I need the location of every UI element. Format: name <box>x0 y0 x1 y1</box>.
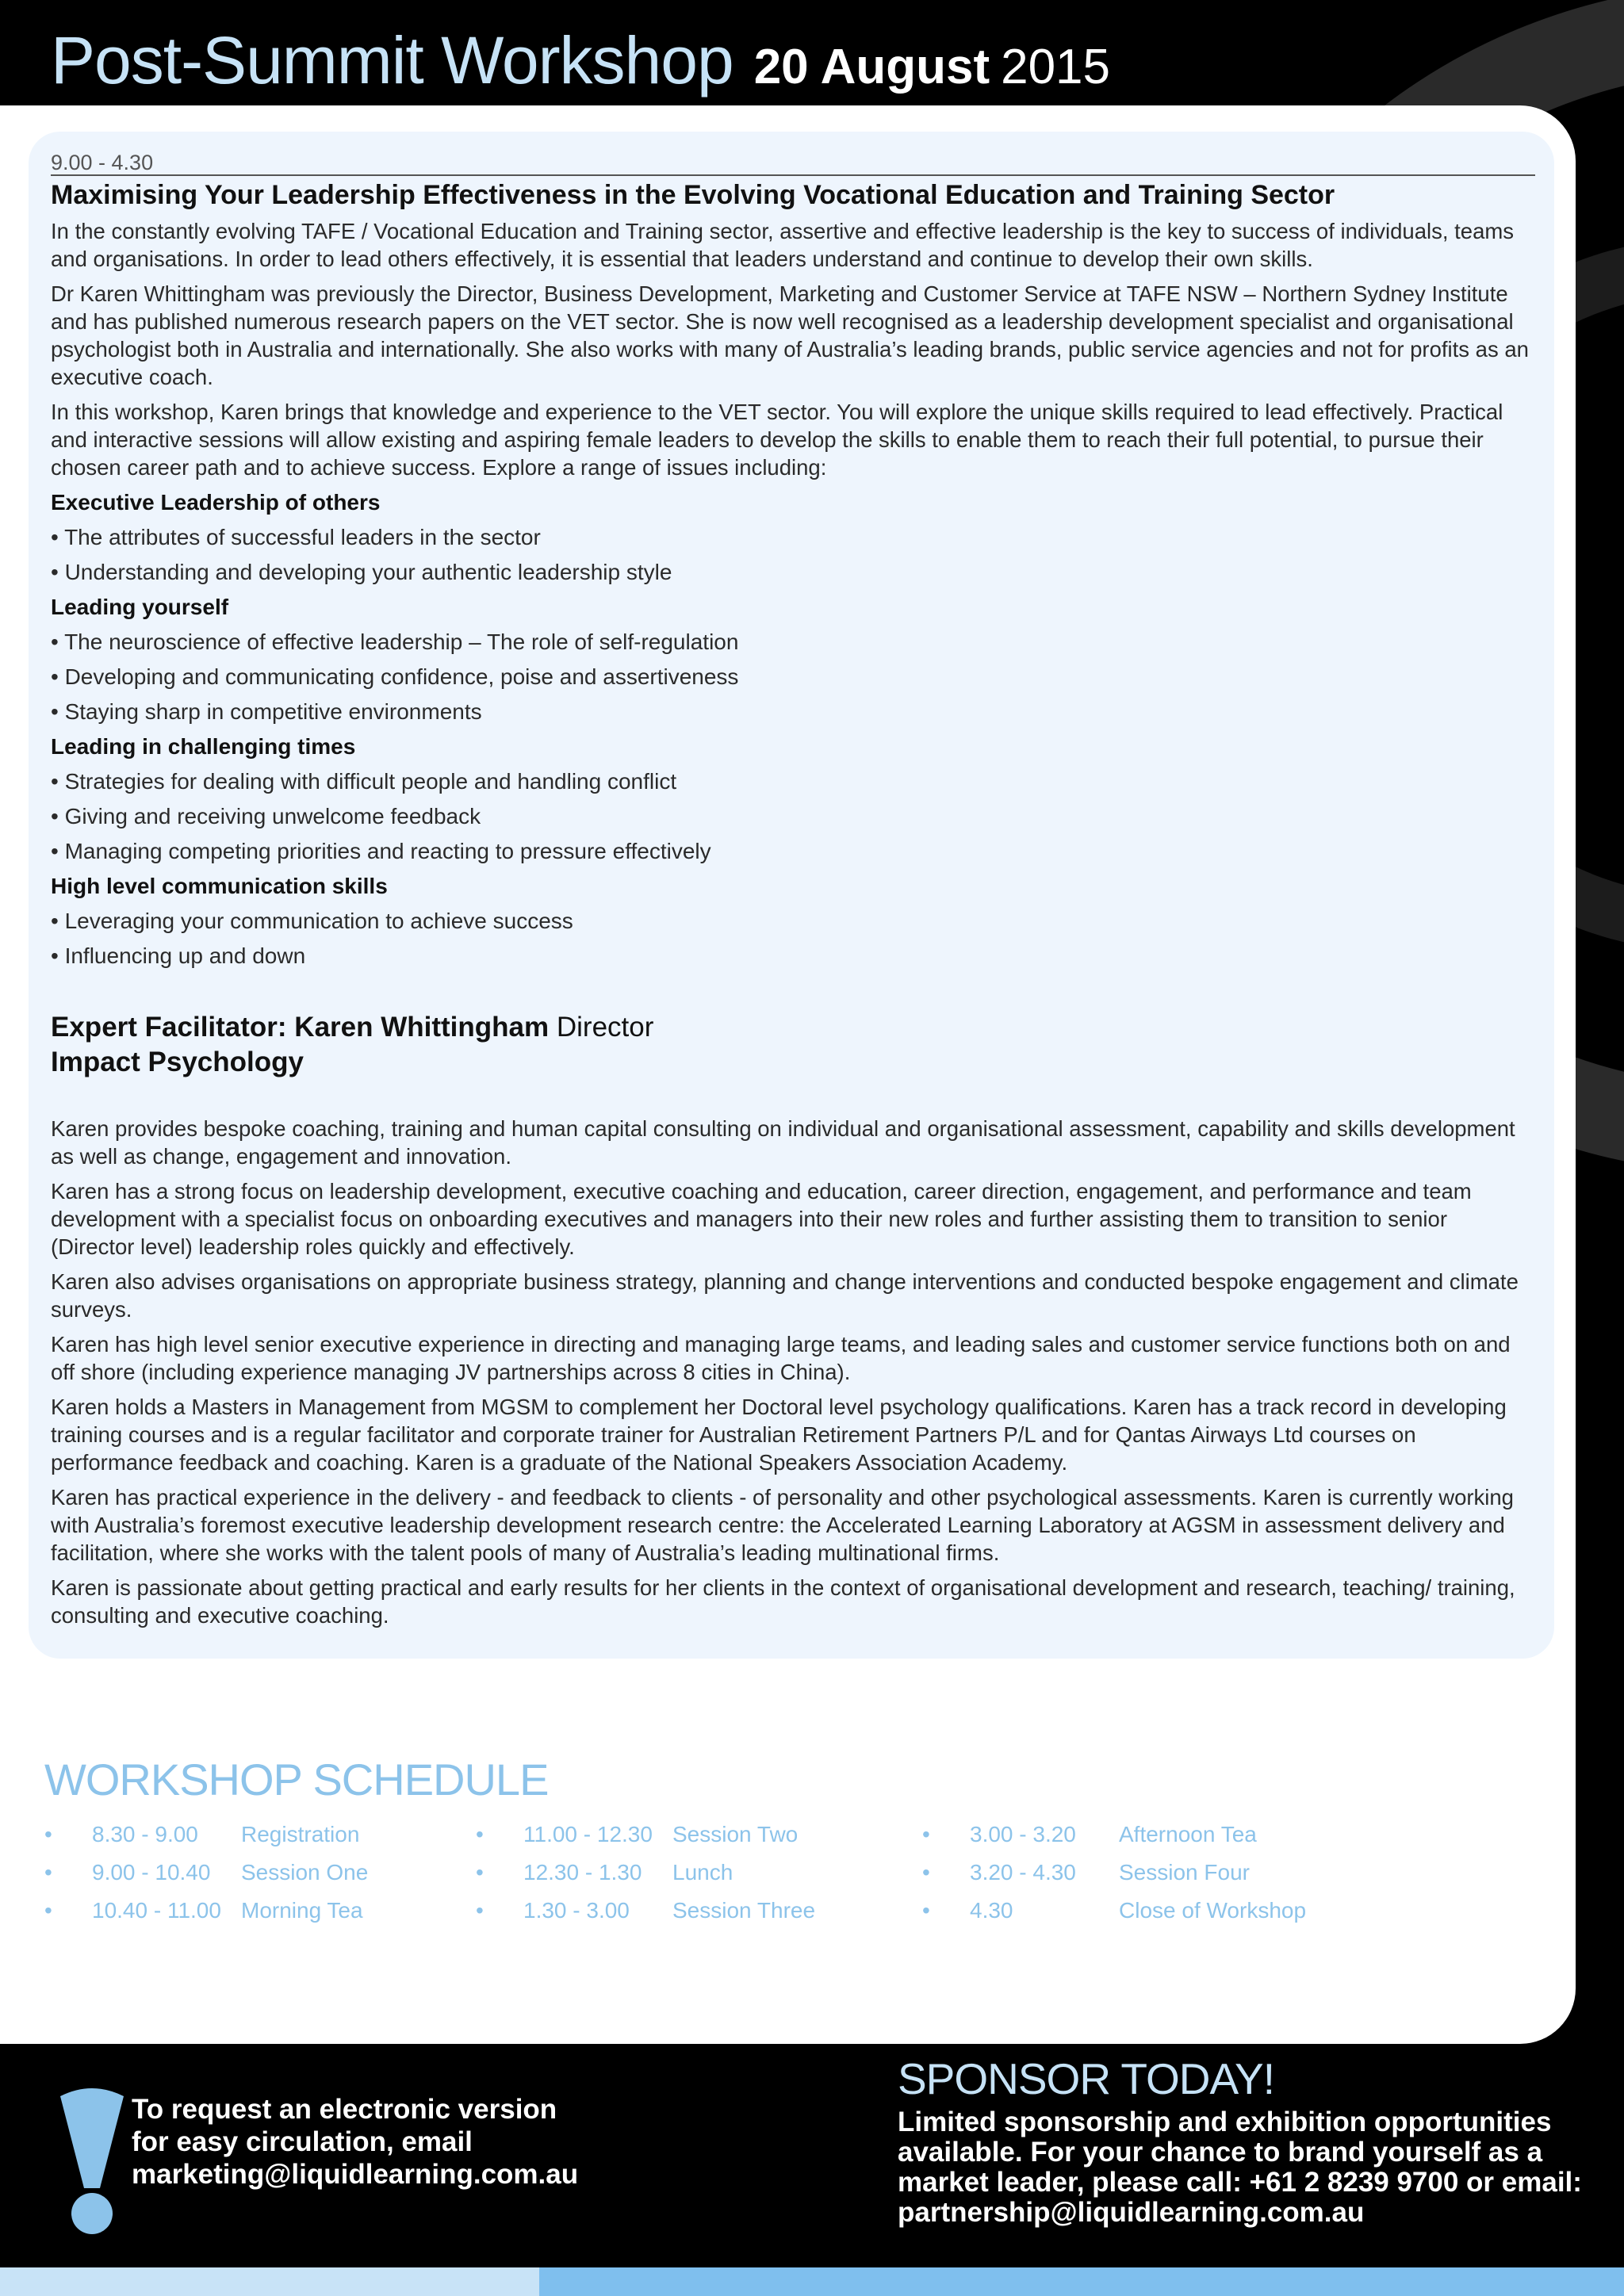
section-heading: High level communication skills <box>51 874 388 898</box>
schedule-time: 4.30 <box>970 1898 1013 1923</box>
sponsor-line: Limited sponsorship and exhibition opportunities <box>898 2107 1552 2137</box>
schedule-time: 10.40 - 11.00 <box>92 1898 221 1923</box>
schedule-time: 3.20 - 4.30 <box>970 1860 1076 1885</box>
sponsor-line: market leader, please call: +61 2 8239 9700 or email: <box>898 2167 1582 2198</box>
bullet-icon: • <box>922 1898 930 1923</box>
workshop-date: 20 August <box>753 40 990 94</box>
bullet-item: • Staying sharp in competitive environments <box>51 699 482 724</box>
schedule-title: WORKSHOP SCHEDULE <box>44 1755 549 1804</box>
intro-paragraph: In the constantly evolving TAFE / Vocational Education and Training sector, assertive and effective leadership is the key to success of individuals, teams and organisations. In order to lead others effectively, it is essential that leaders understand and continue to develop their own skills. <box>51 219 1515 271</box>
sponsor-line: available. For your chance to brand yourself as a <box>898 2137 1543 2168</box>
section-heading: Executive Leadership of others <box>51 490 381 515</box>
bio-paragraph: Karen is passionate about getting practical and early results for her clients in the context of organisational development and research, teaching/ training, consulting and executive coaching. <box>51 1575 1515 1628</box>
schedule-label: Registration <box>241 1822 360 1846</box>
bio-paragraph: Karen provides bespoke coaching, training and human capital consulting on individual and organisational assessment, capability and skills development as well as change, engagement and innovation. <box>51 1116 1515 1169</box>
bullet-icon: • <box>44 1860 52 1885</box>
bullet-icon: • <box>922 1822 930 1846</box>
intro-paragraph: In this workshop, Karen brings that knowledge and experience to the VET sector. You will explore the unique skills required to lead effectively. Practical and interactive sessions will allow existing and aspiring female leaders to develop the skills to enable them to reach their full potential, to pursue their chosen career path and to achieve success. Explore a range of issues including: <box>51 400 1503 480</box>
request-electronic-version <box>132 2093 607 2191</box>
bio-paragraph: Karen has a strong focus on leadership development, executive coaching and education, career direction, engagement, and performance and team development with a specialist focus on onboarding executives and managers into their new roles and further assisting them to transition to senior (Director level) leadership roles quickly and effectively. <box>51 1179 1472 1259</box>
bullet-icon: • <box>44 1822 52 1846</box>
bullet-item: • Leveraging your communication to achieve success <box>51 909 573 933</box>
facilitator-line <box>51 1010 1535 1045</box>
sponsor-email[interactable]: partnership@liquidlearning.com.au <box>898 2197 1365 2228</box>
sponsor-body <box>898 2107 1595 2228</box>
schedule-label: Session Four <box>1119 1860 1250 1885</box>
schedule-label: Afternoon Tea <box>1119 1822 1257 1846</box>
bullet-item: • The attributes of successful leaders in the sector <box>51 525 541 549</box>
schedule-time: 12.30 - 1.30 <box>523 1860 642 1885</box>
workshop-time: 9.00 - 4.30 <box>51 151 1535 176</box>
bio-paragraph: Karen holds a Masters in Management from MGSM to complement her Doctoral level psychology qualifications. Karen has a track record in developing training courses and is a regular facilitator and corporate trainer for Australian Retirement Partners P/L and for Qantas Airways Ltd courses on performance feedback and coaching. Karen is a graduate of the National Speakers Association Academy. <box>51 1395 1507 1475</box>
request-line: To request an electronic version <box>132 2094 557 2125</box>
bullet-icon: • <box>476 1898 484 1923</box>
bullet-icon: • <box>922 1860 930 1885</box>
section-heading: Leading in challenging times <box>51 734 356 759</box>
facilitator-organisation: Impact Psychology <box>51 1047 304 1077</box>
page-header <box>0 0 1624 107</box>
schedule-label: Session One <box>241 1860 369 1885</box>
bullet-icon: • <box>476 1822 484 1846</box>
schedule-label: Session Two <box>672 1822 799 1846</box>
facilitator-name: Expert Facilitator: Karen Whittingham <box>51 1012 550 1043</box>
schedule-time: 11.00 - 12.30 <box>523 1822 653 1846</box>
bio-paragraph: Karen also advises organisations on appropriate business strategy, planning and change interventions and conducted bespoke engagement and climate surveys. <box>51 1269 1519 1322</box>
schedule-time: 9.00 - 10.40 <box>92 1860 211 1885</box>
schedule-time: 8.30 - 9.00 <box>92 1822 198 1846</box>
bullet-icon: • <box>44 1898 52 1923</box>
bullet-item: • Managing competing priorities and reacting to pressure effectively <box>51 839 711 863</box>
bullet-item: • Strategies for dealing with difficult people and handling conflict <box>51 769 677 794</box>
schedule-time: 3.00 - 3.20 <box>970 1822 1076 1846</box>
request-line: for easy circulation, email <box>132 2126 473 2157</box>
workshop-content <box>51 151 1535 1636</box>
bullet-item: • The neuroscience of effective leadership – The role of self-regulation <box>51 629 739 654</box>
request-email[interactable]: marketing@liquidlearning.com.au <box>132 2159 579 2190</box>
footer-bar-blue <box>539 2267 1624 2296</box>
facilitator-role: Director <box>556 1012 654 1043</box>
sponsor-title: SPONSOR TODAY! <box>898 2054 1275 2103</box>
footer-bar-light <box>0 2267 539 2296</box>
schedule-label: Lunch <box>672 1860 733 1885</box>
section-heading: Leading yourself <box>51 595 229 619</box>
bio-paragraph: Karen has practical experience in the delivery - and feedback to clients - of personality and other psychological assessments. Karen is currently working with Australia’s foremost executive leadership development research centre: the Accelerated Learning Laboratory at AGSM in assessment delivery and facilitation, where she works with the talent pools of many of Australia’s leading multinational firms. <box>51 1485 1514 1565</box>
bullet-item: • Understanding and developing your authentic leadership style <box>51 560 672 584</box>
bullet-item: • Giving and receiving unwelcome feedback <box>51 804 481 828</box>
schedule-label: Session Three <box>672 1898 816 1923</box>
schedule-time: 1.30 - 3.00 <box>523 1898 630 1923</box>
workshop-year: 2015 <box>1001 40 1111 94</box>
bullet-item: • Influencing up and down <box>51 943 306 968</box>
workshop-title: Maximising Your Leadership Effectiveness in the Evolving Vocational Education and Training Sector <box>51 180 1335 210</box>
bullet-icon: • <box>476 1860 484 1885</box>
schedule-label: Close of Workshop <box>1119 1898 1307 1923</box>
bio-paragraph: Karen has high level senior executive experience in directing and managing large teams, and leading sales and customer service functions both on and off shore (including experience managing JV partnerships across 8 cities in China). <box>51 1332 1511 1384</box>
page-title: Post-Summit Workshop <box>51 23 733 98</box>
intro-paragraph: Dr Karen Whittingham was previously the Director, Business Development, Marketing and Customer Service at TAFE NSW – Northern Sydney Institute and has published numerous research papers on the VET sector. She is now well recognised as a leadership development specialist and organisational psychologist both in Australia and internationally. She also works with many of Australia’s leading brands, public service agencies and not for profits as an executive coach. <box>51 281 1529 389</box>
schedule-label: Morning Tea <box>241 1898 363 1923</box>
bullet-item: • Developing and communicating confidence, poise and assertiveness <box>51 664 739 689</box>
exclamation-icon <box>54 2085 130 2236</box>
